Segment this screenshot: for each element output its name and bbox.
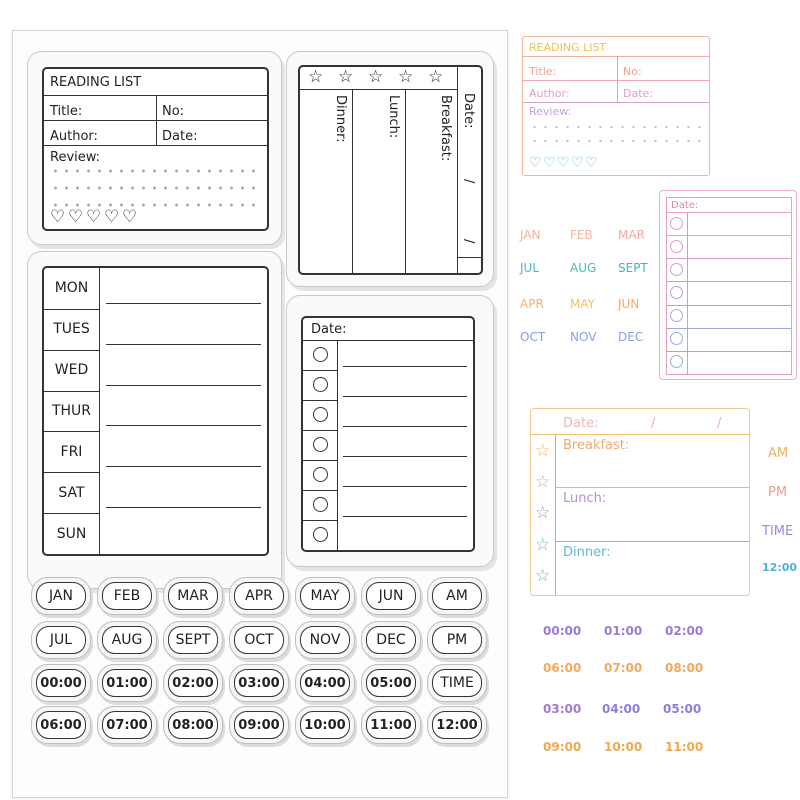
meal-planner-card [298,65,483,275]
pill-label: JAN [36,582,86,610]
author-label: Author: [50,129,98,144]
pill-label: PM [432,626,482,654]
checkbox-circle [313,377,328,392]
pill-label: APR [234,582,284,610]
checkbox-circle [313,437,328,452]
star-icon: ☆ [338,67,354,87]
stamp-pill [229,664,289,702]
colored-author-label: Author: [529,87,570,100]
colored-reading-list-title: READING LIST [529,41,607,54]
pill-label: AUG [102,626,152,654]
colored-meal-planner [530,408,750,596]
colored-month-label: APR [520,297,544,311]
colored-planner-date: Date: [563,416,599,431]
heart-icon: ♡ [68,207,84,227]
pill-label: 01:00 [102,669,152,697]
checklist-date-label: Date: [311,322,347,337]
weekly-planner-card [42,266,269,556]
checkbox-circle [313,347,328,362]
stamp-pill [295,706,355,744]
checkbox-circle [313,407,328,422]
star-icon: ☆ [535,566,551,586]
pill-label: NOV [300,626,350,654]
colored-month-label: JUN [618,297,640,311]
colored-time-label: 05:00 [663,702,702,716]
pill-label: 12:00 [432,711,482,739]
stamp-pill [163,706,223,744]
pill-label: 00:00 [36,669,86,697]
pill-label: DEC [366,626,416,654]
colored-time-label: 09:00 [543,740,582,754]
star-icon: ☆ [535,472,551,492]
colored-time-label: 02:00 [665,624,704,638]
pill-label: MAR [168,582,218,610]
pill-label: 11:00 [366,711,416,739]
weekly-planner-stamp [27,251,282,589]
star-icon: ☆ [535,535,551,555]
pill-label: 07:00 [102,711,152,739]
heart-icon: ♡ [571,155,584,171]
colored-month-label: JAN [520,228,541,242]
colored-month-label: OCT [520,330,546,344]
stamp-pill [361,621,421,659]
star-icon: ☆ [535,441,551,461]
stamp-pill [427,706,487,744]
colored-review-label: Review: [529,105,572,118]
stamp-pill [31,706,91,744]
day-label: THUR [51,403,92,419]
pill-label: 02:00 [168,669,218,697]
review-dot-line [50,169,260,173]
stamp-pill [31,577,91,615]
stamp-pill [229,577,289,615]
pill-label: 04:00 [300,669,350,697]
checklist-stamp [286,295,494,567]
day-label: MON [54,280,89,297]
checkbox-circle [670,286,683,299]
lunch-label: Lunch: [386,95,401,139]
colored-dinner-label: Dinner: [563,545,611,560]
stamp-pill [361,664,421,702]
pill-label: OCT [234,626,284,654]
day-label: SAT [58,484,85,501]
day-label: TUES [53,321,90,338]
colored-title-label: Title: [529,65,557,78]
stamp-pill [427,621,487,659]
star-icon: ☆ [368,67,384,87]
dinner-label: Dinner: [333,95,348,143]
checkbox-circle [670,240,683,253]
reading-list-stamp [27,51,282,245]
colored-month-label: AUG [570,261,597,275]
stamp-pill [97,621,157,659]
colored-time-label: 03:00 [543,702,582,716]
colored-date-label: Date: [623,87,653,100]
colored-lunch-label: Lunch: [563,491,607,506]
checklist-card [301,316,475,552]
review-dot-line [50,186,260,190]
checkbox-circle [670,309,683,322]
stamp-pill [295,621,355,659]
reading-list-title: READING LIST [50,75,142,90]
checkbox-circle [670,217,683,230]
stamp-pill [427,577,487,615]
pill-label: 03:00 [234,669,284,697]
colored-checklist-date: Date: [671,200,699,211]
pill-label: TIME [432,669,482,697]
colored-month-label: NOV [570,330,597,344]
heart-icon: ♡ [529,155,542,171]
colored-time-label: 01:00 [604,624,643,638]
stamp-pill [229,621,289,659]
day-label: FRI [60,443,83,460]
stamp-pill [295,664,355,702]
heart-icon: ♡ [557,155,570,171]
pill-label: 10:00 [300,711,350,739]
stamp-pill [163,577,223,615]
stamp-pill [31,621,91,659]
checkbox-circle [670,355,683,368]
colored-time-label: 04:00 [602,702,641,716]
date-slash: / [461,239,476,244]
checkbox-circle [670,263,683,276]
colored-month-label: JUL [520,261,540,275]
date-slash: / [461,179,476,184]
title-label: Title: [50,104,83,119]
stamp-pill [361,577,421,615]
day-label: WED [54,362,89,379]
date-label: Date: [461,93,476,129]
colored-label: TIME [762,524,794,539]
pill-label: 08:00 [168,711,218,739]
pill-label: AM [432,582,482,610]
stamp-pill [427,664,487,702]
pill-label: JUN [366,582,416,610]
stamp-pill [163,621,223,659]
pill-label: 09:00 [234,711,284,739]
heart-icon: ♡ [104,207,120,227]
pill-label: 06:00 [36,711,86,739]
heart-icon: ♡ [122,207,138,227]
review-label: Review: [50,150,101,165]
heart-icon: ♡ [543,155,556,171]
colored-month-label: SEPT [618,261,648,275]
colored-month-label: FEB [570,228,593,242]
pill-label: FEB [102,582,152,610]
stamp-sheet [12,30,508,798]
heart-icon: ♡ [86,207,102,227]
colored-breakfast-label: Breakfast: [563,438,630,453]
pill-label: JUL [36,626,86,654]
colored-time-label: 08:00 [665,661,704,675]
date-label: Date: [162,129,198,144]
colored-month-label: MAY [570,297,595,311]
checkbox-circle [670,332,683,345]
meal-planner-stamp [286,51,494,287]
day-label: SUN [56,525,87,542]
colored-label: 12:00 [762,561,798,574]
heart-icon: ♡ [585,155,598,171]
pill-label: SEPT [168,626,218,654]
date-slash: / [717,416,722,431]
colored-time-label: 00:00 [543,624,582,638]
star-icon: ☆ [535,503,551,523]
heart-icon: ♡ [50,207,66,227]
pill-label: 05:00 [366,669,416,697]
stamp-pill [97,577,157,615]
stamp-pill [163,664,223,702]
stamp-pill [97,706,157,744]
date-slash: / [651,416,656,431]
star-icon: ☆ [308,67,324,87]
checkbox-circle [313,497,328,512]
colored-time-label: 06:00 [543,661,582,675]
colored-time-label: 10:00 [604,740,643,754]
colored-reading-list [522,36,710,176]
stamp-pill [361,706,421,744]
stamp-pill [295,577,355,615]
pill-label: MAY [300,582,350,610]
breakfast-label: Breakfast: [438,95,453,162]
reading-list-card [42,67,269,231]
stamp-pill [229,706,289,744]
star-icon: ☆ [398,67,414,87]
colored-no-label: No: [623,65,642,78]
checkbox-circle [313,527,328,542]
colored-checklist [659,190,797,380]
colored-month-label: MAR [618,228,645,242]
star-icon: ☆ [428,67,444,87]
checkbox-circle [313,467,328,482]
stamp-pill [31,664,91,702]
colored-time-label: 11:00 [665,740,704,754]
colored-month-label: DEC [618,330,644,344]
no-label: No: [162,104,185,119]
colored-label: AM [768,446,789,461]
stamp-pill [97,664,157,702]
colored-label: PM [768,485,788,500]
colored-time-label: 07:00 [604,661,643,675]
